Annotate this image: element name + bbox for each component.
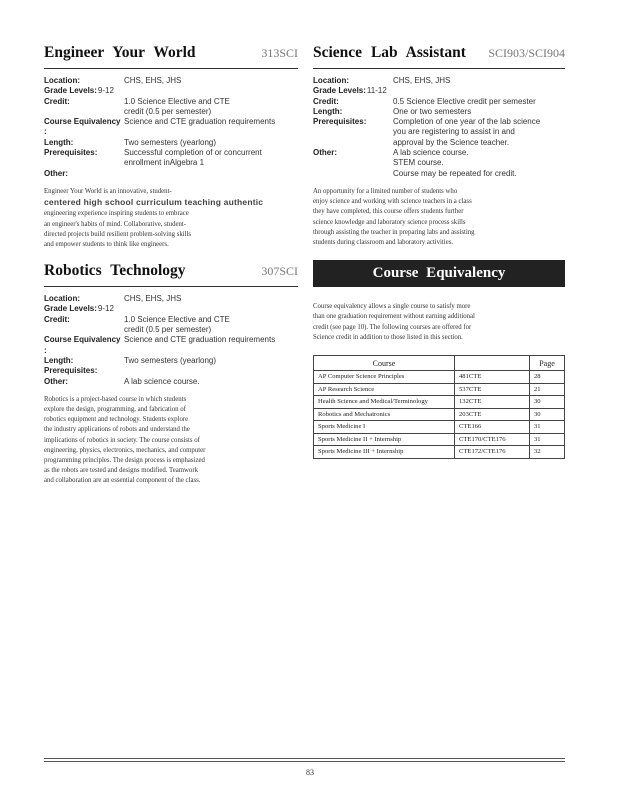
description-line: implications of robotics in society. The course consists of (44, 436, 200, 444)
table-row (314, 446, 565, 459)
description-line: the industry applications of robots and understand the (44, 426, 190, 434)
description-line: and collaboration are an essential component of the class. (44, 477, 201, 485)
description-line: directed projects build resilient problem-solving skills (44, 230, 192, 238)
course-header (44, 262, 298, 287)
description-line: they have completed, this course offers students further (313, 208, 464, 216)
footer-rule-top (44, 758, 565, 759)
other-label: Other: (44, 376, 68, 386)
equivalency-value: Science and CTE graduation requirements (124, 335, 276, 345)
description-line: robotics equipment and technology. Students explore (44, 416, 189, 424)
equivalency-line: Science credit in addition to those listed in this section. (313, 333, 463, 341)
description-line: Robotics is a project-based course in which students (44, 395, 187, 403)
left-column (44, 44, 298, 495)
description-line: science knowledge and laboratory science process skills (313, 218, 466, 226)
cell-code: 481CTE (455, 371, 530, 384)
course-equivalency-banner: Course Equivalency (313, 260, 565, 287)
length-label: Length: (44, 137, 74, 147)
course-header (313, 44, 565, 69)
grade-value: 9-12 (97, 304, 114, 314)
course-code: 313SCI (261, 46, 298, 60)
cell-page: 30 (530, 408, 565, 421)
description-line: and empower students to think like engineers. (44, 240, 169, 248)
prerequisites-line: Completion of one year of the lab science (393, 117, 541, 127)
description-line: students during classroom and laboratory activities. (313, 238, 454, 246)
course-details (313, 76, 565, 179)
course-title: Robotics Technology (44, 262, 186, 280)
cell-page: 31 (530, 421, 565, 434)
length-value: One or two semesters (393, 106, 472, 116)
header-page: Page (530, 356, 565, 371)
credit-value: 0.5 Science Elective credit per semester (393, 96, 536, 106)
cell-course: Sports Medicine I (314, 421, 455, 434)
length-value: Two semesters (yearlong) (124, 137, 217, 147)
equivalency-line: credit (see page 10). The following courses are offered for (313, 323, 472, 331)
cell-course: Sports Medicine III + Internship (314, 446, 455, 459)
equivalency-value: Science and CTE graduation requirements (124, 117, 276, 127)
cell-course: Health Science and Medical/Terminology (314, 396, 455, 409)
location-label: Location: (44, 76, 80, 85)
table-row (314, 433, 565, 446)
grade-value: 9-12 (97, 86, 114, 96)
length-label: Length: (313, 106, 343, 116)
credit-value-line: credit (0.5 per semester) (124, 325, 212, 335)
credit-label: Credit: (44, 96, 70, 106)
equivalency-line: Course equivalency allows a single course to satisfy more (313, 303, 471, 311)
description-highlight: centered high school curriculum teaching authentic (44, 197, 264, 208)
grade-label: Grade Levels: (44, 86, 97, 96)
other-line: A lab science course. (393, 148, 469, 158)
equivalency-label: Course Equivalency : (44, 335, 121, 355)
course-description (44, 395, 298, 487)
course-robotics-technology (44, 262, 298, 487)
description-line: engineering, physics, electronics, mechanics, and computer (44, 446, 206, 454)
right-column (313, 44, 565, 459)
course-title: Science Lab Assistant (313, 44, 466, 61)
cell-page: 31 (530, 433, 565, 446)
course-engineer-your-world (44, 44, 298, 250)
equivalency-table (313, 355, 565, 459)
table-row (314, 396, 565, 409)
description-line: programming principles. The design process is emphasized (44, 457, 205, 465)
credit-label: Credit: (44, 314, 70, 324)
equivalency-line: than one graduation requirement without earning additional (313, 313, 475, 321)
length-value: Two semesters (yearlong) (124, 355, 217, 365)
course-science-lab-assistant (313, 44, 565, 248)
grade-value: 11-12 (366, 86, 387, 96)
description-line: Engineer Your World is an innovative, student- (44, 187, 172, 195)
cell-code: 537CTE (455, 383, 530, 396)
prerequisites-label: Prerequisites: (44, 366, 98, 376)
equivalency-description (313, 302, 503, 343)
location-label: Location: (44, 294, 80, 304)
table-header-row (314, 356, 565, 371)
location-label: Location: (313, 76, 349, 85)
credit-value-line: credit (0.5 per semester) (124, 106, 212, 116)
description-line: as the robots are tested and designs modified. Teamwork (44, 467, 198, 475)
description-line: enjoy science and working with science teachers in a class (313, 198, 472, 206)
cell-code: 132CTE (455, 396, 530, 409)
description-line: explore the design, programming, and fabrication of (44, 406, 186, 414)
course-code: SCI903/SCI904 (488, 46, 565, 60)
credit-label: Credit: (313, 96, 339, 106)
cell-page: 28 (530, 371, 565, 384)
header-course: Course (314, 356, 455, 371)
cell-course: AP Research Science (314, 383, 455, 396)
description-line: through assisting the teacher in preparing labs and assisting (313, 228, 475, 236)
other-line: Course may be repeated for credit. (393, 168, 517, 178)
course-header (44, 44, 298, 69)
grade-label: Grade Levels: (313, 86, 366, 96)
other-label: Other: (44, 168, 68, 178)
other-line: STEM course. (393, 158, 444, 168)
location-value: CHS, EHS, JHS (124, 294, 182, 304)
course-details (44, 76, 298, 179)
location-value: CHS, EHS, JHS (393, 76, 451, 85)
table-row (314, 383, 565, 396)
description-line: an engineer's habits of mind. Collaborative, student- (44, 220, 187, 228)
course-title: Engineer Your World (44, 44, 196, 61)
other-label: Other: (313, 148, 337, 158)
prerequisites-label: Prerequisites: (313, 117, 367, 127)
cell-code: 203CTE (455, 408, 530, 421)
footer-rule-bottom (44, 761, 565, 762)
cell-page: 32 (530, 446, 565, 459)
prerequisites-label: Prerequisites: (44, 148, 98, 158)
page-number: 83 (306, 768, 314, 777)
description-line: An opportunity for a limited number of students who (313, 187, 458, 195)
table-row (314, 421, 565, 434)
prerequisites-line: approval by the Science teacher. (393, 137, 510, 147)
course-description (313, 187, 565, 248)
cell-course: AP Computer Science Principles (314, 371, 455, 384)
cell-page: 21 (530, 383, 565, 396)
grade-label: Grade Levels: (44, 304, 97, 314)
cell-page: 30 (530, 396, 565, 409)
course-description (44, 187, 298, 250)
credit-value-line: 1.0 Science Elective and CTE (124, 314, 230, 324)
cell-code: CTE170/CTE176 (455, 433, 530, 446)
course-details (44, 294, 298, 387)
prerequisites-line: Successful completion of or concurrent (124, 148, 262, 158)
table-row (314, 408, 565, 421)
prerequisites-line: enrollment inAlgebra 1 (124, 158, 205, 168)
cell-course: Sports Medicine II + Internship (314, 433, 455, 446)
header-code (455, 356, 530, 371)
prerequisites-line: you are registering to assist in and (393, 127, 515, 137)
location-value: CHS, EHS, JHS (124, 76, 182, 85)
cell-code: CTE166 (455, 421, 530, 434)
equivalency-label: Course Equivalency : (44, 117, 121, 137)
course-code: 307SCI (261, 264, 298, 279)
table-row (314, 371, 565, 384)
length-label: Length: (44, 355, 74, 365)
cell-course: Robotics and Mechatronics (314, 408, 455, 421)
description-line: engineering experience inspiring students to embrace (44, 210, 189, 218)
other-value: A lab science course. (124, 376, 200, 386)
credit-value-line: 1.0 Science Elective and CTE (124, 96, 230, 106)
cell-code: CTE172/CTE176 (455, 446, 530, 459)
